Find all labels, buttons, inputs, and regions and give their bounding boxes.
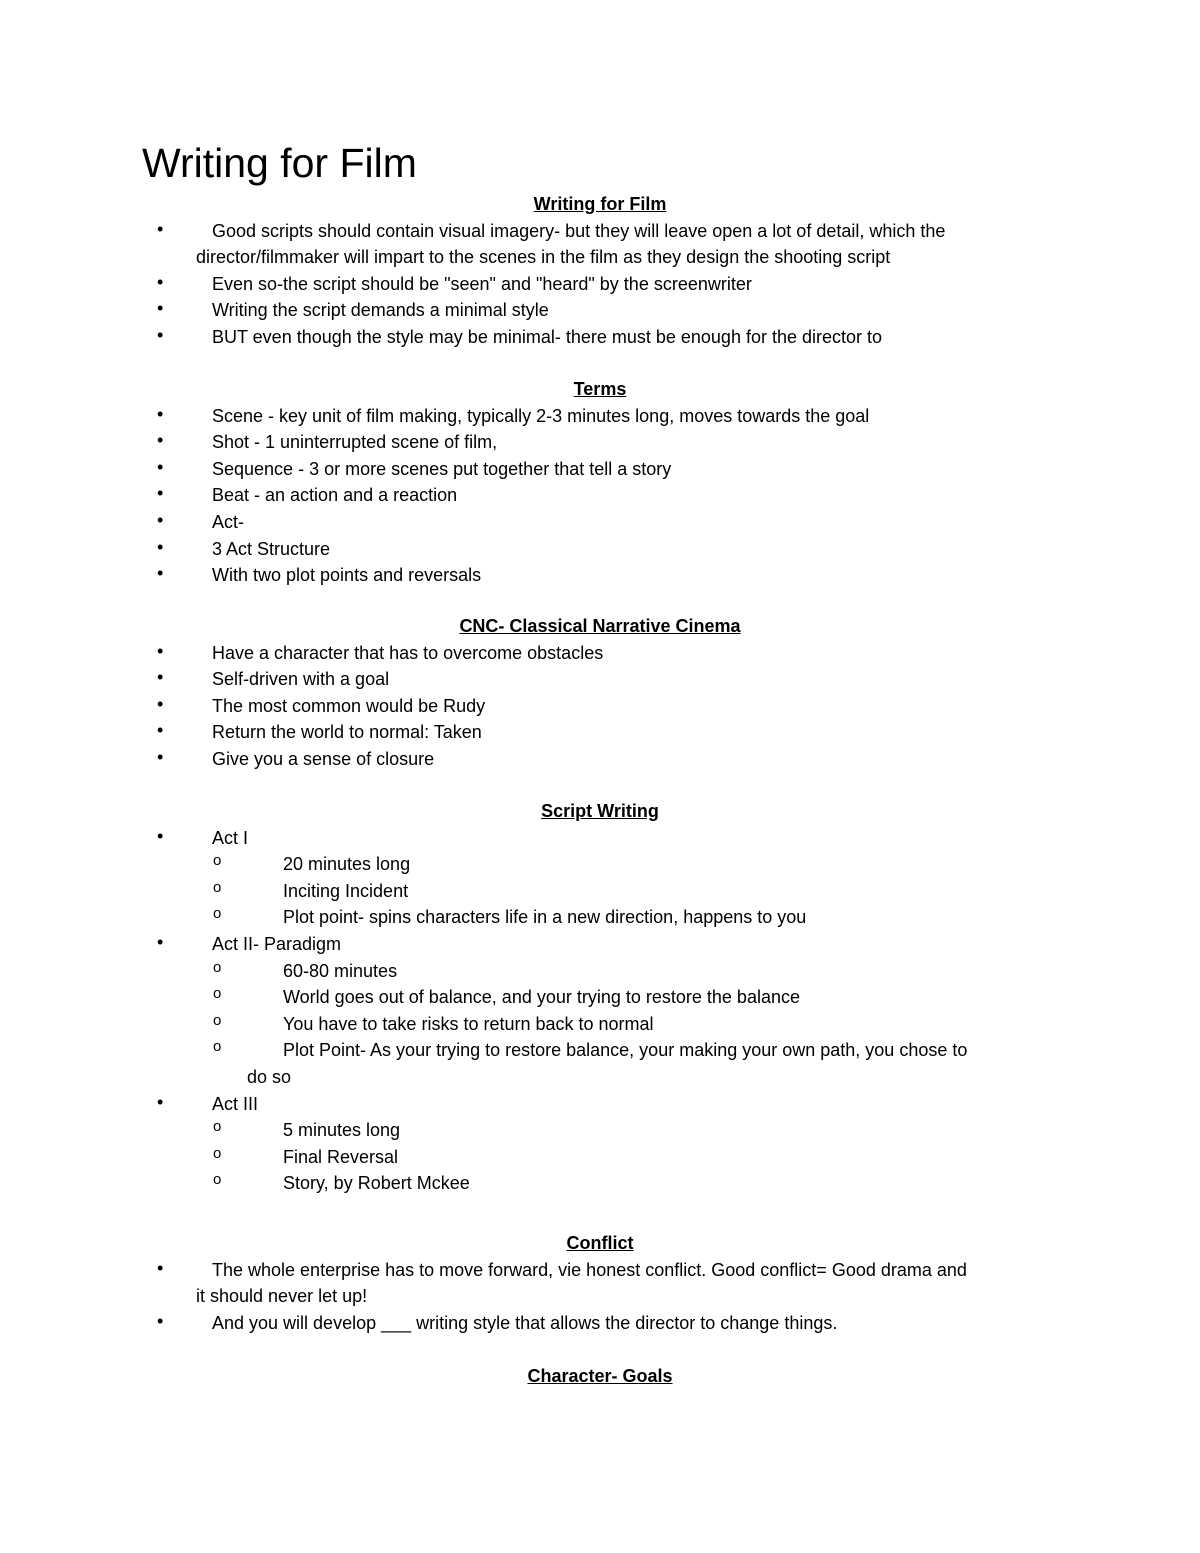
bullet-icon: • (157, 430, 164, 451)
list-item-text: director/filmmaker will impart to the scenes in the film as they design the shooting script (196, 247, 891, 268)
bullet-icon: • (157, 1310, 164, 1331)
list-item-text: And you will develop ___ writing style that allows the director to change things. (212, 1312, 838, 1333)
sub-list-item-text: Plot point- spins characters life in a new direction, happens to you (283, 907, 807, 928)
bullet-icon: • (157, 483, 164, 504)
bullet-icon: • (157, 325, 164, 345)
sub-bullet-icon: o (213, 1038, 222, 1056)
bullet-icon: • (157, 218, 164, 239)
list-item-text: Writing the script demands a minimal style (212, 300, 549, 321)
list-item-text: Have a character that has to overcome obstacles (212, 642, 604, 663)
sub-list-item-text: World goes out of balance, and your trying to restore the balance (283, 987, 800, 1008)
document-title: Writing for Film (142, 140, 417, 186)
bullet-icon: • (157, 720, 164, 741)
section-heading: Writing for Film (533, 194, 667, 214)
list-item-text: Act- (212, 512, 245, 532)
sub-bullet-icon: o (213, 1118, 222, 1136)
bullet-icon: • (157, 456, 164, 477)
list-item-text: Act III (212, 1093, 259, 1114)
list-item-text: Shot - 1 uninterrupted scene of film, (212, 432, 498, 453)
sub-list-item-text: Plot Point- As your trying to restore balance, your making your own path, you chose to (283, 1040, 968, 1061)
bullet-icon: • (157, 932, 164, 952)
sub-bullet-icon: o (213, 878, 222, 896)
bullet-icon: • (157, 667, 164, 688)
bullet-icon: • (157, 1257, 164, 1278)
sub-list-item-text: Final Reversal (283, 1146, 399, 1167)
bullet-icon: • (157, 747, 164, 767)
bullet-icon: • (157, 693, 164, 714)
section-heading: Conflict (566, 1233, 634, 1253)
list-item-text: Act I (212, 827, 249, 848)
sub-bullet-icon: o (213, 1011, 222, 1029)
sub-list-item-text: do so (247, 1067, 292, 1087)
sub-bullet-icon: o (213, 985, 222, 1003)
list-item-text: Beat - an action and a reaction (212, 485, 458, 506)
sub-list-item-text: 5 minutes long (283, 1120, 401, 1141)
sub-bullet-icon: o (213, 1144, 222, 1162)
bullet-icon: • (157, 640, 164, 661)
bullet-icon: • (157, 403, 164, 424)
sub-list-item-text: 20 minutes long (283, 854, 411, 875)
list-item-text: The most common would be Rudy (212, 695, 486, 716)
list-item-text: With two plot points and reversals (212, 565, 482, 586)
list-item-text: Act II- Paradigm (212, 934, 342, 954)
section-heading: CNC- Classical Narrative Cinema (459, 616, 741, 636)
list-item-text: Good scripts should contain visual imagery- but they will leave open a lot of detail, which the (212, 220, 946, 241)
sub-list-item-text: You have to take risks to return back to normal (283, 1013, 654, 1034)
sub-bullet-icon: o (213, 958, 222, 976)
sub-bullet-icon: o (213, 1171, 222, 1189)
sub-bullet-icon: o (213, 852, 222, 870)
list-item-text: The whole enterprise has to move forward, vie honest conflict. Good conflict= Good drama and (212, 1259, 967, 1280)
list-item-text: 3 Act Structure (212, 538, 331, 559)
section-heading: Script Writing (541, 801, 659, 821)
section-heading: Terms (573, 379, 627, 399)
sub-list-item-text: Story, by Robert Mckee (283, 1173, 470, 1194)
bullet-icon: • (157, 1091, 164, 1112)
list-item-text: BUT even though the style may be minimal- there must be enough for the director to (212, 327, 883, 347)
bullet-icon: • (157, 825, 164, 846)
bullet-icon: • (157, 271, 164, 292)
list-item-text: Scene - key unit of film making, typically 2-3 minutes long, moves towards the goal (212, 405, 870, 426)
bullet-icon: • (157, 563, 164, 584)
sub-bullet-icon: o (213, 905, 222, 923)
list-item-text: Sequence - 3 or more scenes put together that tell a story (212, 458, 672, 479)
section-heading: Character- Goals (527, 1366, 673, 1386)
list-item-text: Return the world to normal: Taken (212, 722, 482, 743)
bullet-icon: • (157, 298, 164, 319)
sub-list-item-text: Inciting Incident (283, 880, 409, 901)
list-item-text: it should never let up! (196, 1286, 368, 1307)
bullet-icon: • (157, 536, 164, 557)
bullet-icon: • (157, 510, 164, 530)
sub-list-item-text: 60-80 minutes (283, 960, 398, 981)
list-item-text: Self-driven with a goal (212, 669, 390, 690)
list-item-text: Give you a sense of closure (212, 749, 435, 769)
list-item-text: Even so-the script should be "seen" and "heard" by the screenwriter (212, 273, 752, 294)
